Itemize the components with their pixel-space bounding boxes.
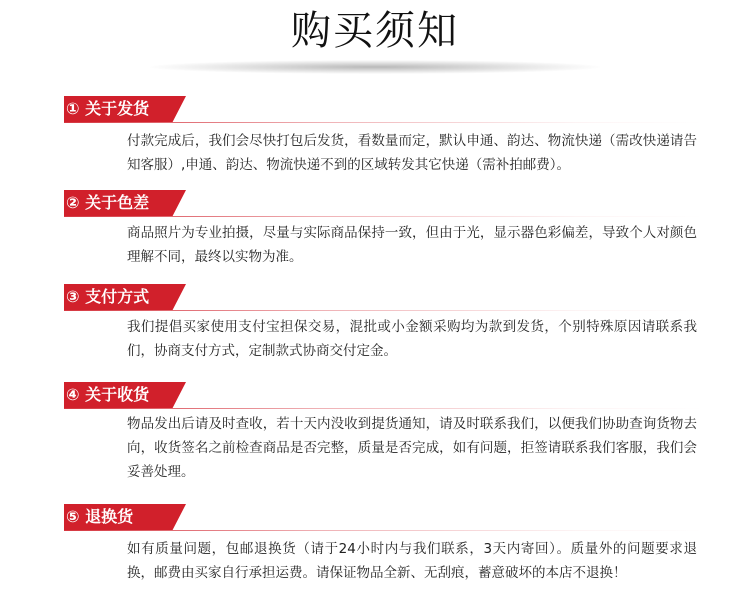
section-divider [64,122,704,123]
section-text: 如有质量问题，包邮退换货（请于24小时内与我们联系，3天内寄回）。质量外的问题要求退换，邮费由买家自行承担运费。请保证物品全新、无刮痕，蓄意破坏的本店不退换！ [127,541,697,581]
section-divider [64,310,704,311]
section-divider [64,530,704,531]
section-label: ③ 支付方式 [66,287,150,306]
section-label: ④ 关于收货 [66,385,150,404]
section-text: 我们提倡买家使用支付宝担保交易，混批或小金额采购均为款到发货，个别特殊原因请联系我们，协商支付方式，定制款式协商交付定金。 [127,319,697,359]
section-label: ⑤ 退换货 [66,507,134,526]
section-text: 商品照片为专业拍摄，尽量与实际商品保持一致，但由于光，显示器色彩偏差，导致个人对颜色理解不同，最终以实物为准。 [127,225,697,265]
section-divider [64,408,704,409]
section-text: 物品发出后请及时查收，若十天内没收到提货通知，请及时联系我们，以便我们协助查询货物去向，收货签名之前检查商品是否完整，质量是否完成，如有问题，拒签请联系我们客服，我们会妥善处理。 [127,416,697,480]
section-label: ② 关于色差 [66,193,150,212]
title-shadow [150,60,600,74]
section-label: ① 关于发货 [66,99,150,118]
section-text: 付款完成后，我们会尽快打包后发货，看数量而定，默认申通、韵达、物流快递（需改快递请告知客服）,申通、韵达、物流快递不到的区域转发其它快递（需补拍邮费）。 [127,133,697,173]
section-divider [64,216,704,217]
page-header [0,0,750,78]
page-title: 购买须知 [291,8,459,54]
